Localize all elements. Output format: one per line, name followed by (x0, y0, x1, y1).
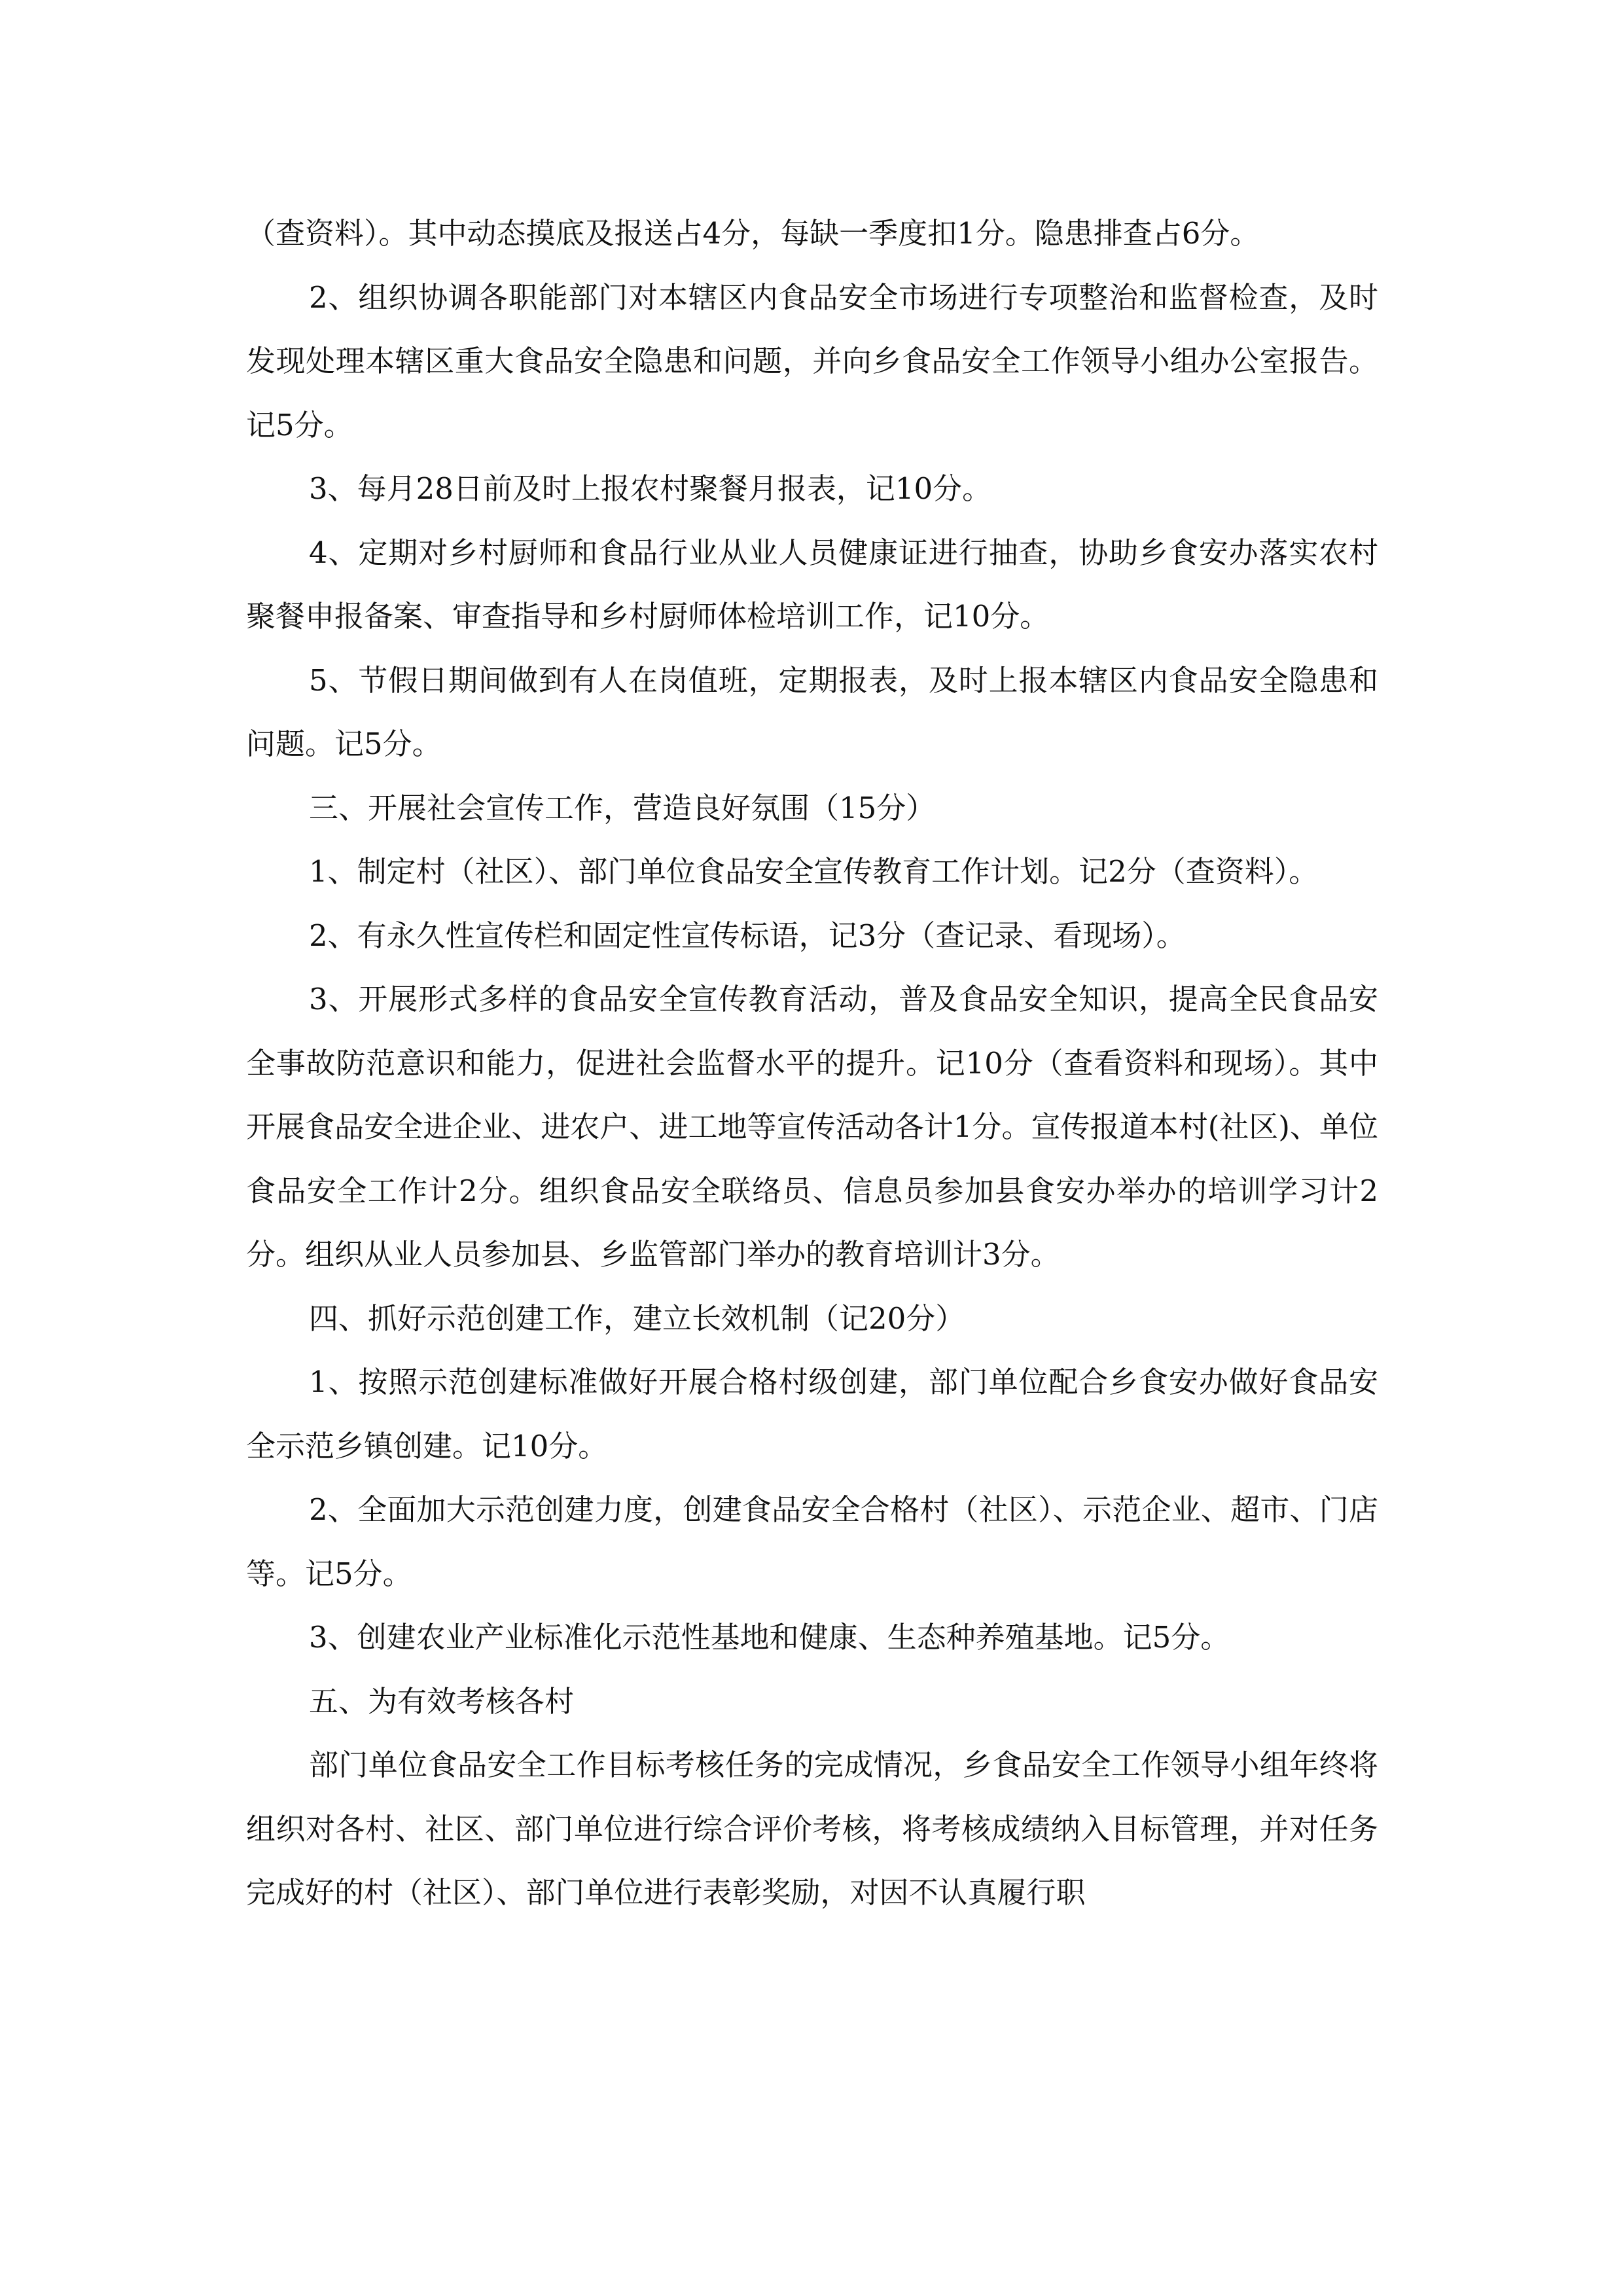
section-heading-4: 四、抓好示范创建工作，建立长效机制（记20分） (309, 1300, 965, 1336)
paragraph-item-3-1: 1、制定村（社区）、部门单位食品安全宣传教育工作计划。记2分（查资料）。 (309, 854, 1319, 889)
paragraph-item-4: 4、定期对乡村厨师和食品行业从业人员健康证进行抽查，协助乡食安办落实农村聚餐申报备案、审查指导和乡村厨师体检培训工作，记10分。 (246, 535, 1378, 634)
paragraph-item-4-2: 2、全面加大示范创建力度，创建食品安全合格村（社区）、示范企业、超市、门店等。记5分。 (246, 1492, 1378, 1591)
paragraph-item-5: 5、节假日期间做到有人在岗值班，定期报表，及时上报本辖区内食品安全隐患和问题。记5分。 (246, 662, 1378, 761)
section-heading-5: 五、为有效考核各村 (309, 1683, 575, 1719)
paragraph-item-3: 3、每月28日前及时上报农村聚餐月报表，记10分。 (309, 471, 992, 506)
section-heading-3: 三、开展社会宣传工作，营造良好氛围（15分） (309, 790, 936, 825)
paragraph-section-5-body: 部门单位食品安全工作目标考核任务的完成情况，乡食品安全工作领导小组年终将组织对各村、社区、部门单位进行综合评价考核，将考核成绩纳入目标管理，并对任务完成好的村（社区）、部门单位进行表彰奖励，对因不认真履行职 (246, 1748, 1378, 1910)
paragraph-item-4-3: 3、创建农业产业标准化示范性基地和健康、生态种养殖基地。记5分。 (309, 1620, 1230, 1655)
paragraph-item-4-1: 1、按照示范创建标准做好开展合格村级创建，部门单位配合乡食安办做好食品安全示范乡镇创建。记10分。 (246, 1365, 1378, 1463)
paragraph-item-2: 2、组织协调各职能部门对本辖区内食品安全市场进行专项整治和监督检查，及时发现处理本辖区重大食品安全隐患和问题，并向乡食品安全工作领导小组办公室报告。记5分。 (246, 279, 1378, 442)
paragraph-continuation: （查资料）。其中动态摸底及报送占4分，每缺一季度扣1分。隐患排查占6分。 (246, 216, 1260, 251)
document-body (246, 202, 1378, 1925)
paragraph-item-3-3: 3、开展形式多样的食品安全宣传教育活动，普及食品安全知识，提高全民食品安全事故防范意识和能力，促进社会监督水平的提升。记10分（查看资料和现场）。其中开展食品安全进企业、进农户、进工地等宣传活动各计1分。宣传报道本村(社区)、单位食品安全工作计2分。组织食品安全联络员、信息员参加县食安办举办的培训学习计2分。组织从业人员参加县、乡监管部门举办的教育培训计3分。 (246, 982, 1378, 1272)
paragraph-item-3-2: 2、有永久性宣传栏和固定性宣传标语，记3分（查记录、看现场）。 (309, 918, 1186, 953)
